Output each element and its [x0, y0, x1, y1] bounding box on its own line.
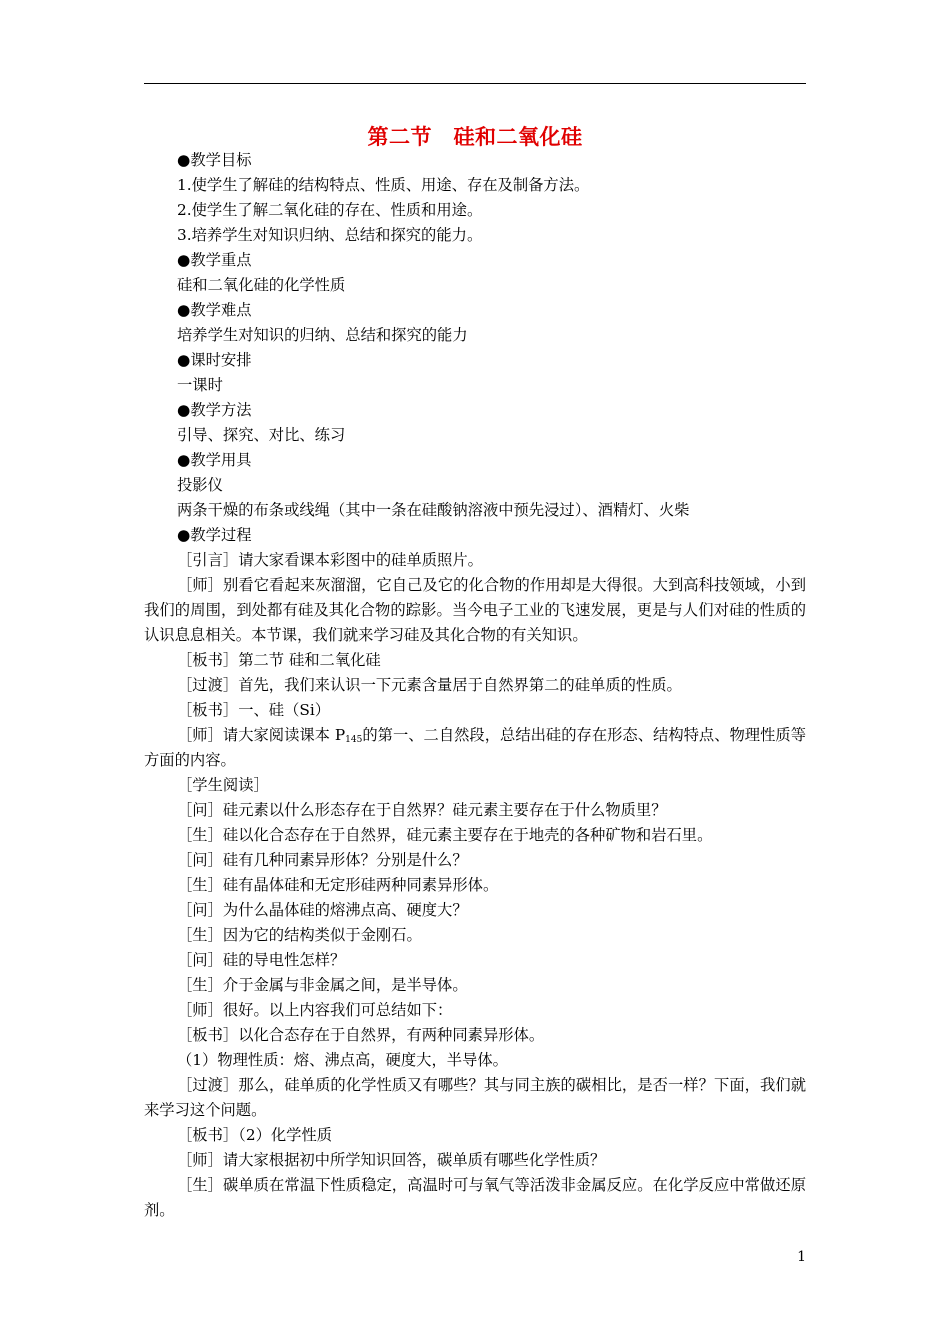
methods-text: 引导、探究、对比、练习	[177, 426, 346, 444]
reading-before: ［师］请大家阅读课本 P	[177, 726, 346, 744]
reading-after: 的第一、二自然段，总结出硅的存在形态、结构特点、物理性质等方面的内容。	[144, 726, 807, 769]
page-reference: 145	[345, 735, 363, 745]
heading-process: ●教学过程	[177, 526, 252, 544]
document-body	[144, 148, 806, 1223]
difficulties-text: 培养学生对知识的归纳、总结和探究的能力	[177, 326, 468, 344]
paragraph-answer-3: ［生］因为它的结构类似于金刚石。	[177, 926, 422, 944]
paragraph-question-2: ［问］硅有几种同素异形体？分别是什么？	[177, 851, 468, 869]
paragraph-student-reading: ［学生阅读］	[177, 776, 269, 794]
heading-methods: ●教学方法	[177, 401, 252, 419]
paragraph-board-2: ［板书］一、硅（Si）	[177, 701, 331, 719]
tools-text-1: 投影仪	[177, 476, 223, 494]
paragraph-board-4: ［板书］（2）化学性质	[177, 1126, 333, 1144]
paragraph-teacher-3: ［师］请大家根据初中所学知识回答，碳单质有哪些化学性质？	[177, 1151, 606, 1169]
paragraph-board-1: ［板书］第二节 硅和二氧化硅	[177, 651, 381, 669]
heading-schedule: ●课时安排	[177, 351, 252, 369]
objective-3: 3.培养学生对知识归纳、总结和探究的能力。	[177, 226, 483, 244]
tools-text-2: 两条干燥的布条或线绳（其中一条在硅酸钠溶液中预先浸过）、酒精灯、火柴	[177, 501, 690, 519]
paragraph-answer-1: ［生］硅以化合态存在于自然界，硅元素主要存在于地壳的各种矿物和岩石里。	[177, 826, 713, 844]
schedule-text: 一课时	[177, 376, 223, 394]
paragraph-teacher-1: ［师］别看它看起来灰溜溜，它自己及它的化合物的作用却是大得很。大到高科技领域，小到我们的周围，到处都有硅及其化合物的踪影。当今电子工业的飞速发展，更是与人们对硅的性质的认识息息相关。本节课，我们就来学习硅及其化合物的有关知识。	[144, 576, 806, 644]
paragraph-question-1: ［问］硅元素以什么形态存在于自然界？硅元素主要存在于什么物质里？	[177, 801, 667, 819]
paragraph-intro: ［引言］请大家看课本彩图中的硅单质照片。	[177, 551, 483, 569]
heading-key-points: ●教学重点	[177, 251, 252, 269]
page-title: 第二节 硅和二氧化硅	[367, 124, 583, 149]
heading-difficulties: ●教学难点	[177, 301, 252, 319]
paragraph-teacher-2: ［师］很好。以上内容我们可总结如下：	[177, 1001, 453, 1019]
paragraph-teacher-reading	[144, 723, 806, 773]
paragraph-physical-properties: （1）物理性质：熔、沸点高，硬度大，半导体。	[177, 1051, 508, 1069]
header-rule	[144, 83, 806, 84]
key-points-text: 硅和二氧化硅的化学性质	[177, 276, 346, 294]
heading-objectives: ●教学目标	[177, 151, 252, 169]
page-number: 1	[797, 1249, 806, 1265]
paragraph-board-3: ［板书］以化合态存在于自然界，有两种同素异形体。	[177, 1026, 545, 1044]
paragraph-answer-2: ［生］硅有晶体硅和无定形硅两种同素异形体。	[177, 876, 499, 894]
paragraph-question-4: ［问］硅的导电性怎样？	[177, 951, 346, 969]
paragraph-answer-5: ［生］碳单质在常温下性质稳定，高温时可与氧气等活泼非金属反应。在化学反应中常做还原剂。	[144, 1176, 806, 1219]
objective-1: 1.使学生了解硅的结构特点、性质、用途、存在及制备方法。	[177, 176, 590, 194]
paragraph-transition-1: ［过渡］首先，我们来认识一下元素含量居于自然界第二的硅单质的性质。	[177, 676, 682, 694]
paragraph-question-3: ［问］为什么晶体硅的熔沸点高、硬度大？	[177, 901, 468, 919]
paragraph-transition-2: ［过渡］那么，硅单质的化学性质又有哪些？其与同主族的碳相比，是否一样？下面，我们就来学习这个问题。	[144, 1076, 806, 1119]
paragraph-answer-4: ［生］介于金属与非金属之间，是半导体。	[177, 976, 468, 994]
heading-tools: ●教学用具	[177, 451, 252, 469]
objective-2: 2.使学生了解二氧化硅的存在、性质和用途。	[177, 201, 483, 219]
